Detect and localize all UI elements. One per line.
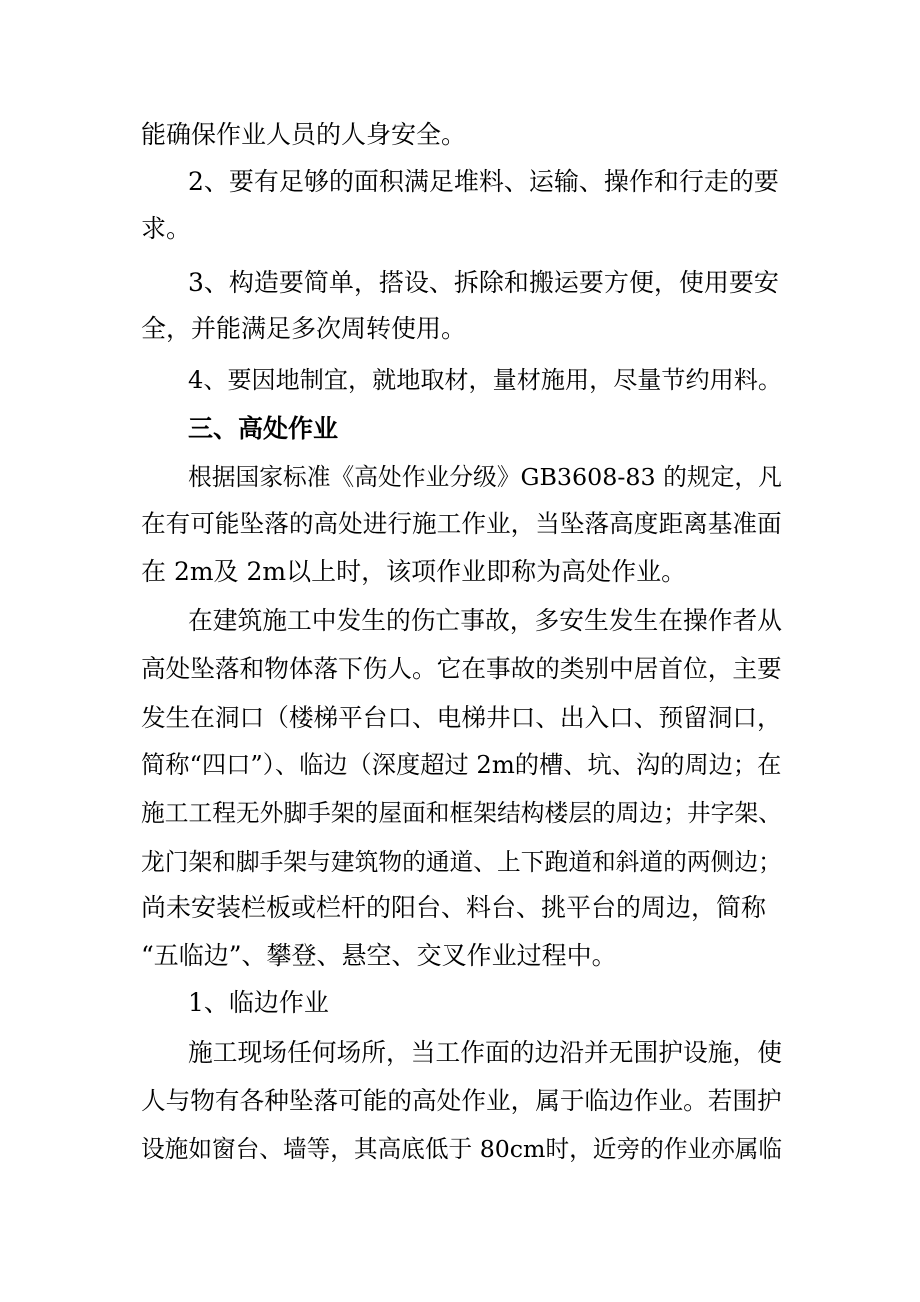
- text-line: 在有可能坠落的高处进行施工作业，当坠落高度距离基准面: [141, 509, 782, 538]
- text-line: 设施如窗台、墙等，其高底低于 80cm时，近旁的作业亦属临: [141, 1135, 783, 1163]
- section-heading: 三、高处作业: [188, 414, 339, 443]
- text-line: 施工现场任何场所，当工作面的边沿并无围护设施，使: [188, 1038, 782, 1067]
- text-line: 发生在洞口（楼梯平台口、电梯井口、出入口、预留洞口，: [141, 703, 782, 732]
- text-line: 2、要有足够的面积满足堆料、运输、操作和行走的要: [188, 167, 779, 196]
- text-line: 龙门架和脚手架与建筑物的通道、上下跑道和斜道的两侧边；: [141, 848, 782, 876]
- text-line: 全，并能满足多次周转使用。: [141, 314, 467, 343]
- text-line: 在建筑施工中发生的伤亡事故，多安生发生在操作者从: [188, 606, 782, 635]
- text-line: 高处坠落和物体落下伤人。它在事故的类别中居首位，主要: [141, 654, 782, 683]
- text-line: 3、构造要简单，搭设、拆除和搬运要方便，使用要安: [188, 268, 779, 297]
- text-line: 能确保作业人员的人身安全。: [141, 120, 467, 149]
- text-line: 在 2m及 2m以上时，该项作业即称为高处作业。: [141, 557, 687, 586]
- text-line: 根据国家标准《高处作业分级》GB3608-83 的规定，凡: [188, 463, 782, 491]
- text-line: 求。: [141, 214, 192, 243]
- text-line: 4、要因地制宜，就地取材，量材施用，尽量节约用料。: [188, 366, 782, 394]
- text-line: “五临边”、攀登、悬空、交叉作业过程中。: [141, 941, 617, 970]
- text-line: 施工工程无外脚手架的屋面和框架结构楼层的周边；井字架、: [141, 799, 782, 827]
- text-line: 人与物有各种坠落可能的高处作业，属于临边作业。若围护: [141, 1086, 782, 1115]
- subsection-heading: 1、临边作业: [188, 988, 329, 1017]
- text-line: 尚未安装栏板或栏杆的阳台、料台、挑平台的周边，简称: [141, 893, 767, 922]
- text-line: 简称“四口”）、临边（深度超过 2m的槽、坑、沟的周边；在: [141, 750, 782, 779]
